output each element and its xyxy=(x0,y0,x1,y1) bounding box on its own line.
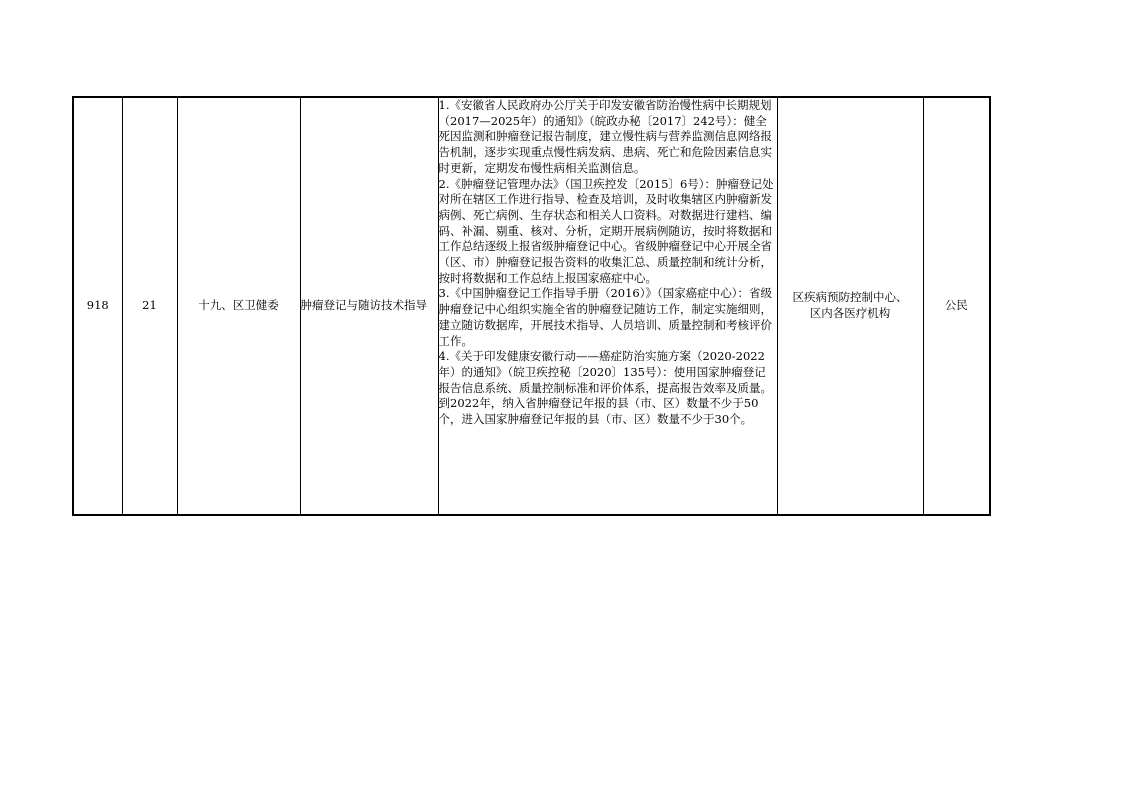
implementer-line-2: 区内各医疗机构 xyxy=(809,306,891,320)
basis-paragraph-3: 3.《中国肿瘤登记工作指导手册（2016）》（国家癌症中心）：省级肿瘤登记中心组织实施全省的肿瘤登记随访工作，制定实施细则，建立随访数据库，开展技术指导、人员培训、质量控制和考核评价工作。 xyxy=(438,286,772,348)
basis-paragraph-2: 2.《肿瘤登记管理办法》（国卫疾控发〔2015〕6号）：肿瘤登记处对所在辖区工作进行指导、检查及培训，及时收集辖区内肿瘤新发病例、死亡病例、生存状态和相关人口资料。对数据进行建档、编码、补漏、剔重、核对、分析，定期开展病例随访，按时将数据和工作总结逐级上报省级肿瘤登记中心。省级肿瘤登记中心开展全省（区、市）肿瘤登记报告资料的收集汇总、质量控制和统计分析，按时将数据和工作总结上报国家癌症中心。 xyxy=(438,176,774,285)
table-row xyxy=(73,97,990,515)
implementer-cell xyxy=(777,97,923,515)
basis-paragraph-1: 1.《安徽省人民政府办公厅关于印发安徽省防治慢性病中长期规划（2017—2025年）的通知》（皖政办秘〔2017〕242号）：健全死因监测和肿瘤登记报告制度，建立慢性病与营养监测信息网络报告机制，逐步实现重点慢性病发病、患病、死亡和危险因素信息实时更新，定期发布慢性病相关监测信息。 xyxy=(438,98,772,175)
basis-paragraph-4: 4.《关于印发健康安徽行动——癌症防治实施方案（2020-2022年）的通知》（皖卫疾控秘〔2020〕135号）：使用国家肿瘤登记报告信息系统、质量控制标准和评价体系，提高报告效率及质量。到2022年，纳入省肿瘤登记年报的县（市、区）数量不少于50个，进入国家肿瘤登记年报的县（市、区）数量不少于30个。 xyxy=(438,349,772,427)
service-table xyxy=(72,96,991,516)
item-name-cell: 肿瘤登记与随访技术指导 xyxy=(300,97,438,515)
implementer-line-1: 区疾病预防控制中心、 xyxy=(792,290,908,305)
department-cell: 十九、区卫健委 xyxy=(177,97,300,515)
sub-number-cell: 21 xyxy=(122,97,177,515)
seq-cell: 918 xyxy=(73,97,122,515)
legal-basis-cell xyxy=(438,97,777,515)
target-cell: 公民 xyxy=(923,97,990,515)
